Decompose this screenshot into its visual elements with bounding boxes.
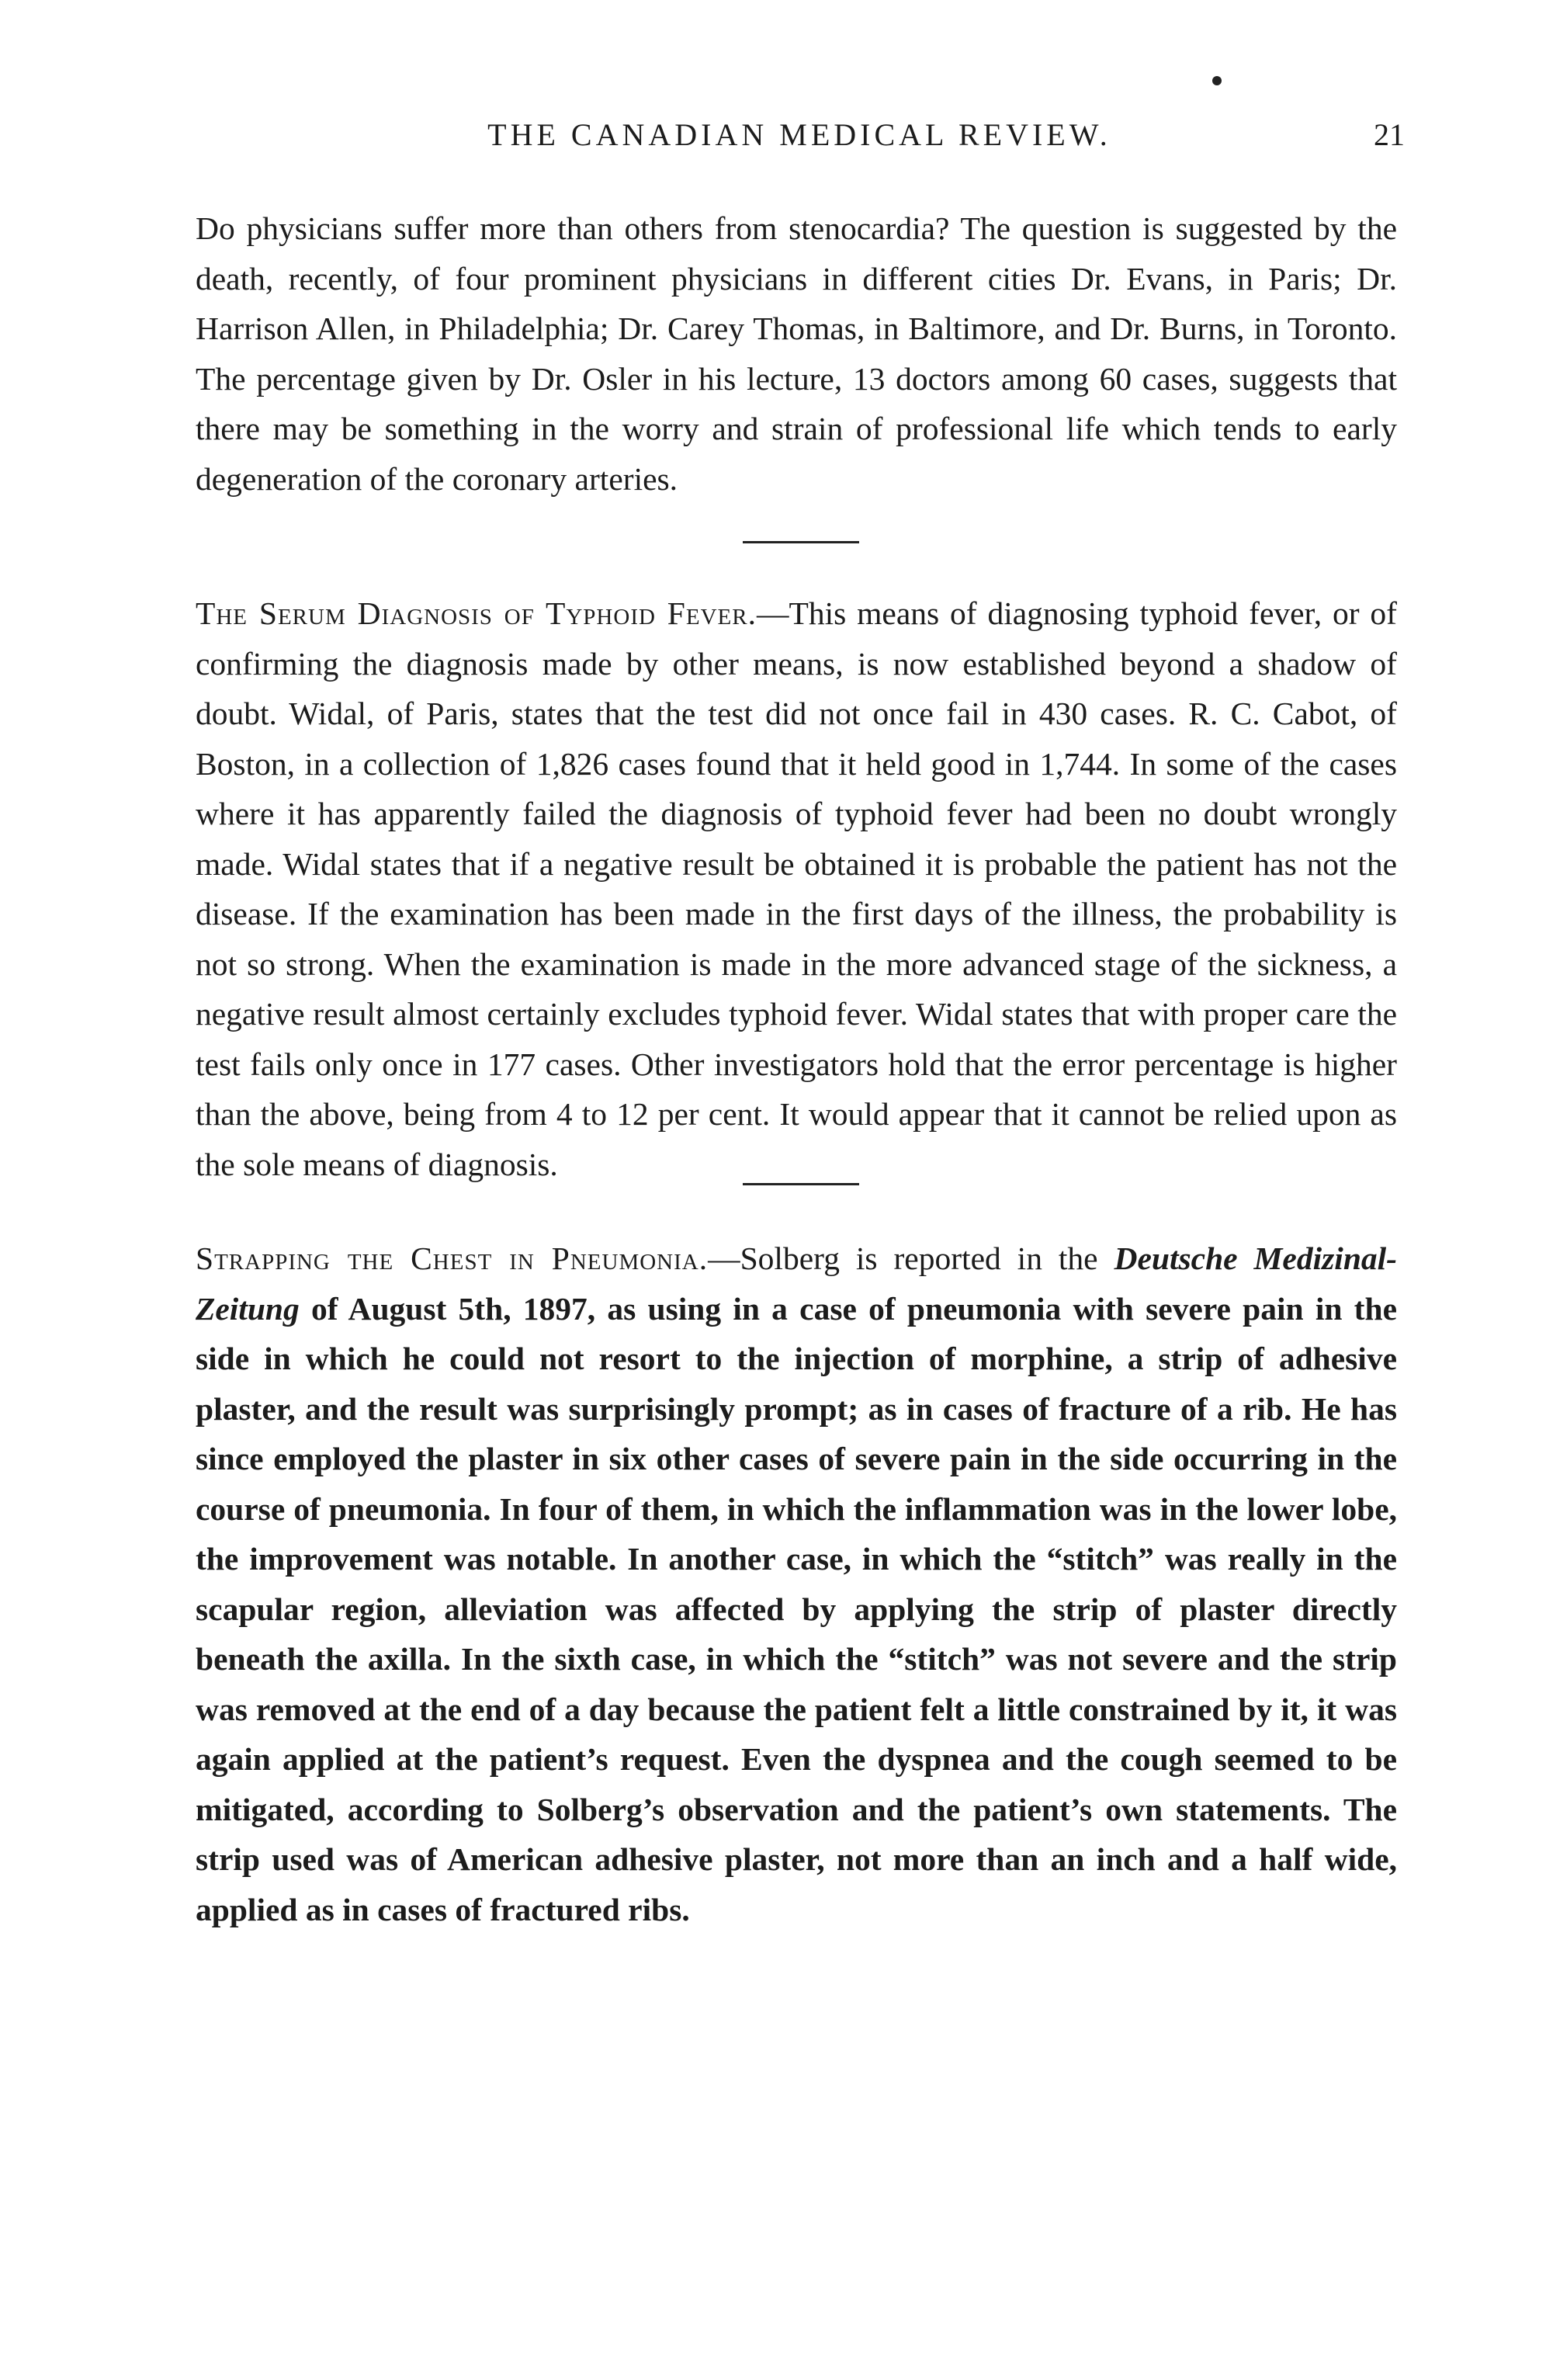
section-heading-serum-diagnosis: The Serum Diagnosis of Typhoid Fever. (196, 595, 757, 631)
paragraph-strapping-chest (196, 1233, 1397, 1934)
journal-title: THE CANADIAN MEDICAL REVIEW. (487, 117, 1111, 152)
paragraph-stenocardia: Do physicians suffer more than others from stenocardia? The question is suggested by the death, recently, of four prominent physicians in different cities Dr. Evans, in Paris; Dr. Harrison Allen, in Philadelphia; Dr. Carey Thomas, in Baltimore, and Dr. Burns, in Toronto. The percentage given by Dr. Osler in his lecture, 13 doctors among 60 cases, suggests that there may be something in the worry and strain of professional life which tends to early degeneration of the coronary arteries. (196, 210, 1397, 497)
section-divider (743, 1183, 859, 1185)
serum-diagnosis-text: —This means of diagnosing typhoid fever, or of confirming the diagnosis made by other means, is now established beyond a shadow of doubt. Widal, of Paris, states that the test did not once fail in 430 cases. R. C. Cabot, of Boston, in a collection of 1,826 cases found that it held good in 1,744. In some of the cases where it has apparently failed the diagnosis of typhoid fever had been no doubt wrongly made. Widal states that if a negative result be obtained it is probable the patient has not the disease. If the examination has been made in the first days of the illness, the probability is not so strong. When the examination is made in the more advanced stage of the sickness, a negative result almost certainly excludes typhoid fever. Widal states that with proper care the test fails only once in 177 cases. Other investigators hold that the error percentage is higher than the above, being from 4 to 12 per cent. It would appear that it cannot be relied upon as the sole means of diagnosis. (196, 595, 1397, 1182)
journal-citation: Deutsche Medizinal-Zeitung (196, 1240, 1397, 1327)
section-heading-strapping-chest: Strapping the Chest in Pneumonia. (196, 1240, 709, 1276)
printer-mark (1212, 76, 1222, 85)
paragraph-serum-diagnosis (196, 588, 1397, 1189)
strapping-lead-text: —Solberg is reported in the (708, 1240, 1114, 1276)
page-number: 21 (1374, 117, 1405, 152)
section-divider (743, 541, 859, 543)
running-head (194, 116, 1405, 163)
strapping-chest-text: of August 5th, 1897, as using in a case of pneumonia with severe pain in the side in which he could not resort to the injection of morphine, a strip of adhesive plaster, and the result was surprisingly prompt; as in cases of fracture of a rib. He has since employed the plaster in six other cases of severe pain in the side occurring in the course of pneumonia. In four of them, in which the inflammation was in the lower lobe, the improvement was notable. In another case, in which the “stitch” was really in the scapular region, alleviation was affected by applying the strip of plaster directly beneath the axilla. In the sixth case, in which the “stitch” was not severe and the strip was removed at the end of a day because the patient felt a little constrained by it, it was again applied at the patient’s request. Even the dyspnea and the cough seemed to be mitigated, according to Solberg’s observation and the patient’s own statements. The strip used was of American adhesive plaster, not more than an inch and a half wide, applied as in cases of fractured ribs. (196, 1290, 1397, 1927)
article-body (196, 203, 1397, 1934)
